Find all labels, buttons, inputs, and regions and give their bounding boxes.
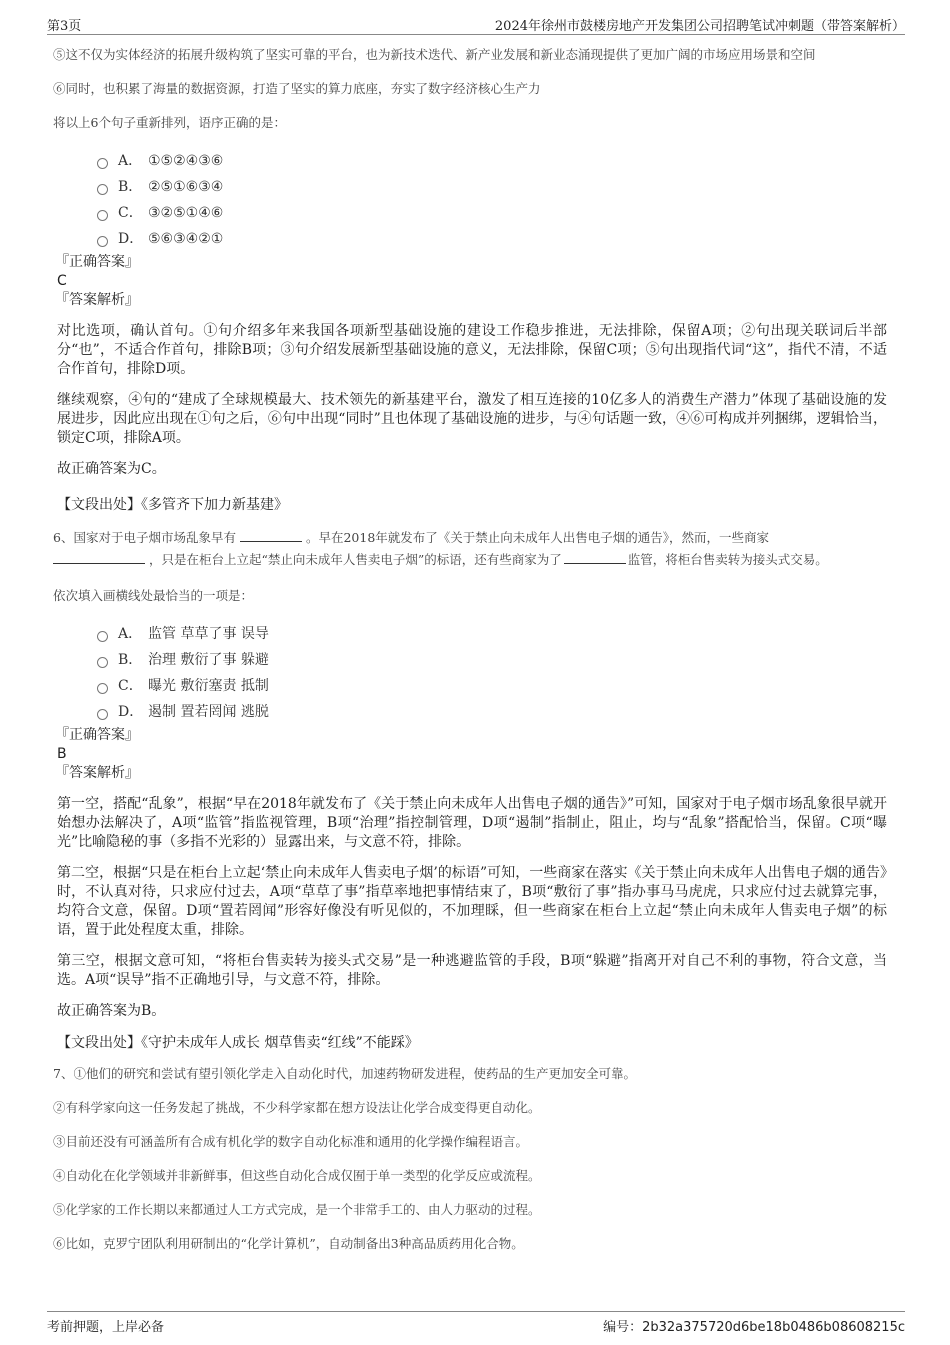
page-footer (47, 1311, 905, 1336)
q5-option-a[interactable]: A． ①⑤②④③⑥ (97, 148, 897, 174)
q6-blank-3 (564, 551, 626, 564)
q6-option-b[interactable]: B． 治理 敷衍了事 躲避 (97, 647, 897, 673)
radio-icon[interactable] (97, 657, 108, 668)
q6-analysis-tag: 『答案解析』 (55, 765, 139, 781)
radio-icon[interactable] (97, 184, 108, 195)
q6-option-a[interactable]: A． 监管 草草了事 误导 (97, 621, 897, 647)
radio-icon[interactable] (97, 158, 108, 169)
q5-analysis-1: 对比选项，确认首句。①句介绍多年来我国各项新型基础设施的建设工作稳步推进，无法排除，保留A项；②句出现关联词后半部分“也”，不适合作首句，排除B项；③句介绍发展新型基础设施的意义，无法排除，保留C项；⑤句出现指代词“这”，指代不清，不适合作首句，排除D项。 (57, 323, 887, 377)
q5-option-c[interactable]: C． ③②⑤①④⑥ (97, 200, 897, 226)
q5-prompt: 将以上6个句子重新排列，语序正确的是： (53, 115, 286, 130)
q5-option-b[interactable]: B． ②⑤①⑥③④ (97, 174, 897, 200)
page-number: 第3页 (47, 19, 82, 34)
q5-analysis-2: 继续观察，④句的“建成了全球规模最大、技术领先的新基建平台，激发了相互连接的10亿多人的消费生产潜力”体现了基础设施的发展进步，因此应出现在①句之后，⑥句中出现“同时”且也体现了基础设施的进步，与④句话题一致，④⑥可构成并列捆绑，逻辑恰当，锁定C项，排除A项。 (57, 392, 887, 446)
q7-sentence-3: ③目前还没有可涵盖所有合成有机化学的数字自动化标准和通用的化学操作编程语言。 (53, 1134, 529, 1149)
q6-option-d[interactable]: D． 遏制 置若罔闻 逃脱 (97, 699, 897, 725)
q6-blank-1 (240, 529, 302, 542)
q6-answer-tag: 『正确答案』 (55, 727, 139, 743)
q6-blank-2 (53, 551, 145, 564)
q7-sentence-1: 7、①他们的研究和尝试有望引领化学走入自动化时代，加速药物研发进程，使药品的生产更加安全可靠。 (53, 1066, 636, 1081)
q5-sentence-5: ⑤这不仅为实体经济的拓展升级构筑了坚实可靠的平台，也为新技术迭代、新产业发展和新业态涌现提供了更加广阔的市场应用场景和空间 (53, 47, 816, 62)
q6-analysis-1: 第一空，搭配“乱象”，根据“早在2018年就发布了《关于禁止向未成年人出售电子烟的通告》”可知，国家对于电子烟市场乱象很早就开始想办法解决了，A项“监管”指监视管理，B项“治理”指控制管理，D项“遏制”指制止，阻止，均与“乱象”搭配恰当，保留。C项“曝光”比喻隐秘的事（多指不光彩的）显露出来，与文意不符，排除。 (57, 796, 887, 850)
q6-prompt: 依次填入画横线处最恰当的一项是： (53, 588, 254, 603)
page-header (47, 12, 905, 35)
radio-icon[interactable] (97, 236, 108, 247)
q6-source: 【文段出处】《守护未成年人成长 烟草售卖“红线”不能踩》 (57, 1035, 419, 1051)
q7-sentence-4: ④自动化在化学领域并非新鲜事，但这些自动化合成仅囿于单一类型的化学反应或流程。 (53, 1168, 541, 1183)
q5-sentence-6: ⑥同时，也积累了海量的数据资源，打造了坚实的算力底座，夯实了数字经济核心生产力 (53, 81, 541, 96)
document-code: 编号：2b32a375720d6be18b0486b08608215c (603, 1320, 905, 1335)
q6-options (97, 621, 897, 725)
radio-icon[interactable] (97, 631, 108, 642)
q5-answer: C (57, 273, 67, 289)
q7-sentence-5: ⑤化学家的工作长期以来都通过人工方式完成，是一个非常手工的、由人力驱动的过程。 (53, 1202, 541, 1217)
q5-option-d[interactable]: D． ⑤⑥③④②① (97, 226, 897, 252)
page-content (47, 46, 897, 1253)
q5-source: 【文段出处】《多管齐下加力新基建》 (57, 497, 288, 513)
radio-icon[interactable] (97, 210, 108, 221)
document-title: 2024年徐州市鼓楼房地产开发集团公司招聘笔试冲刺题（带答案解析） (494, 19, 905, 34)
q6-stem: 6、国家对于电子烟市场乱象早有 。早在2018年就发布了《关于禁止向未成年人出售电子烟的通告》，然而，一些商家 ，只是在柜台上立起“禁止向未成年人售卖电子烟”的标语，还有些商家为了 监管，将柜台售卖转为接头式交易。 (53, 530, 828, 567)
q6-analysis-4: 故正确答案为B。 (57, 1003, 166, 1019)
q5-options (97, 148, 897, 252)
q5-analysis-tag: 『答案解析』 (55, 292, 139, 308)
q6-answer: B (57, 746, 67, 762)
radio-icon[interactable] (97, 709, 108, 720)
q7-sentence-2: ②有科学家向这一任务发起了挑战，不少科学家都在想方设法让化学合成变得更自动化。 (53, 1100, 541, 1115)
q5-answer-tag: 『正确答案』 (55, 254, 139, 270)
q5-analysis-3: 故正确答案为C。 (57, 461, 166, 477)
q6-analysis-2: 第二空，根据“只是在柜台上立起‘禁止向未成年人售卖电子烟’的标语”可知，一些商家在落实《关于禁止向未成年人出售电子烟的通告》时，不认真对待，只求应付过去，A项“草草了事”指草率地把事情结束了，B项“敷衍了事”指办事马马虎虎，只求应付过去就算完事，均符合文意，保留。D项“置若罔闻”形容好像没有听见似的，不加理睬，但一些商家在柜台上立起“禁止向未成年人售卖电子烟”的标语，置于此处程度太重，排除。 (57, 865, 887, 938)
q7-sentence-6: ⑥比如，克罗宁团队利用研制出的“化学计算机”，自动制备出3种高品质药用化合物。 (53, 1236, 524, 1251)
radio-icon[interactable] (97, 683, 108, 694)
footer-motto: 考前押题，上岸必备 (47, 1320, 165, 1335)
q6-analysis-3: 第三空，根据文意可知，“将柜台售卖转为接头式交易”是一种逃避监管的手段，B项“躲避”指离开对自己不利的事物，符合文意，当选。A项“误导”指不正确地引导，与文意不符，排除。 (57, 953, 887, 988)
q6-option-c[interactable]: C． 曝光 敷衍塞责 抵制 (97, 673, 897, 699)
